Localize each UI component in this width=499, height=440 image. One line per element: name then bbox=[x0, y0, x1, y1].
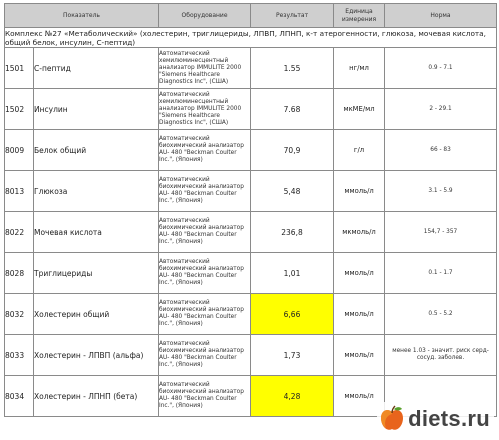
equipment-cell: Автоматический биохимический анализатор AU- 480 "Beckman Coulter Inc.", (Япония) bbox=[159, 376, 251, 417]
norm-range: 2 - 29.1 bbox=[385, 89, 497, 130]
unit-cell: ммоль/л bbox=[334, 253, 385, 294]
equipment-cell: Автоматический биохимический анализатор AU- 480 "Beckman Coulter Inc.", (Япония) bbox=[159, 171, 251, 212]
test-name: Глюкоза bbox=[34, 171, 159, 212]
unit-cell: мкМЕ/мл bbox=[334, 89, 385, 130]
header-equipment: Оборудование bbox=[159, 4, 251, 28]
result-value: 1.55 bbox=[251, 48, 334, 89]
result-value: 236,8 bbox=[251, 212, 334, 253]
result-value: 1,01 bbox=[251, 253, 334, 294]
equipment-cell: Автоматический биохимический анализатор AU- 480 "Beckman Coulter Inc.", (Япония) bbox=[159, 212, 251, 253]
table-row bbox=[5, 253, 497, 294]
header-indicator: Показатель bbox=[5, 4, 159, 28]
test-code: 1501 bbox=[5, 48, 34, 89]
watermark bbox=[377, 402, 494, 436]
result-value: 5,48 bbox=[251, 171, 334, 212]
test-code: 8009 bbox=[5, 130, 34, 171]
table-row bbox=[5, 48, 497, 89]
complex-title: Комплекс №27 «Метаболический» (холестерин, триглицериды, ЛПВП, ЛПНП, к-т атерогенности, глюкоза, мочевая кислота, общий белок, инсулин, С-пептид) bbox=[5, 28, 497, 48]
norm-range: 0.1 - 1.7 bbox=[385, 253, 497, 294]
equipment-cell: Автоматический биохимический анализатор AU- 480 "Beckman Coulter Inc.", (Япония) bbox=[159, 253, 251, 294]
table-row bbox=[5, 130, 497, 171]
header-norm: Норма bbox=[385, 4, 497, 28]
norm-range: 66 - 83 bbox=[385, 130, 497, 171]
unit-cell: г/л bbox=[334, 130, 385, 171]
test-code: 1502 bbox=[5, 89, 34, 130]
test-name: Холестерин общий bbox=[34, 294, 159, 335]
lab-results-table bbox=[4, 3, 497, 417]
equipment-cell: Автоматический биохимический анализатор AU- 480 "Beckman Coulter Inc.", (Япония) bbox=[159, 294, 251, 335]
unit-cell: мкмоль/л bbox=[334, 212, 385, 253]
header-unit: Единица измерения bbox=[334, 4, 385, 28]
complex-title-row bbox=[5, 28, 497, 48]
result-value: 7.68 bbox=[251, 89, 334, 130]
unit-cell: нг/мл bbox=[334, 48, 385, 89]
norm-range: 154,7 - 357 bbox=[385, 212, 497, 253]
unit-cell: ммоль/л bbox=[334, 376, 385, 417]
table-row bbox=[5, 294, 497, 335]
norm-range: 0.9 - 7.1 bbox=[385, 48, 497, 89]
apple-icon bbox=[379, 405, 405, 433]
norm-range: 3.1 - 5.9 bbox=[385, 171, 497, 212]
test-name: Белок общий bbox=[34, 130, 159, 171]
norm-range: менее 1.03 - значит. риск серд-сосуд. заболев. bbox=[385, 335, 497, 376]
test-code: 8033 bbox=[5, 335, 34, 376]
header-result: Результат bbox=[251, 4, 334, 28]
equipment-cell: Автоматический хемилюминесцентный анализатор IMMULITE 2000 "Siemens Healthcare Diagnostics Inc", (США) bbox=[159, 48, 251, 89]
table-row bbox=[5, 171, 497, 212]
table-row bbox=[5, 212, 497, 253]
equipment-cell: Автоматический биохимический анализатор AU- 480 "Beckman Coulter Inc.", (Япония) bbox=[159, 130, 251, 171]
test-name: Мочевая кислота bbox=[34, 212, 159, 253]
unit-cell: ммоль/л bbox=[334, 294, 385, 335]
result-value: 4,28 bbox=[251, 376, 334, 417]
table-header-row bbox=[5, 4, 497, 28]
test-code: 8028 bbox=[5, 253, 34, 294]
test-code: 8022 bbox=[5, 212, 34, 253]
unit-cell: ммоль/л bbox=[334, 335, 385, 376]
test-code: 8034 bbox=[5, 376, 34, 417]
result-value: 6,66 bbox=[251, 294, 334, 335]
test-name: Холестерин - ЛПНП (бета) bbox=[34, 376, 159, 417]
norm-range: 0.5 - 5.2 bbox=[385, 294, 497, 335]
table-row bbox=[5, 335, 497, 376]
watermark-text: diets.ru bbox=[408, 406, 490, 431]
result-value: 1,73 bbox=[251, 335, 334, 376]
equipment-cell: Автоматический хемилюминесцентный анализатор IMMULITE 2000 "Siemens Healthcare Diagnostics Inc", (США) bbox=[159, 89, 251, 130]
test-code: 8013 bbox=[5, 171, 34, 212]
test-code: 8032 bbox=[5, 294, 34, 335]
test-name: Триглицериды bbox=[34, 253, 159, 294]
unit-cell: ммоль/л bbox=[334, 171, 385, 212]
test-name: Инсулин bbox=[34, 89, 159, 130]
test-name: Холестерин - ЛПВП (альфа) bbox=[34, 335, 159, 376]
table-row bbox=[5, 89, 497, 130]
result-value: 70,9 bbox=[251, 130, 334, 171]
test-name: С-пептид bbox=[34, 48, 159, 89]
equipment-cell: Автоматический биохимический анализатор AU- 480 "Beckman Coulter Inc.", (Япония) bbox=[159, 335, 251, 376]
